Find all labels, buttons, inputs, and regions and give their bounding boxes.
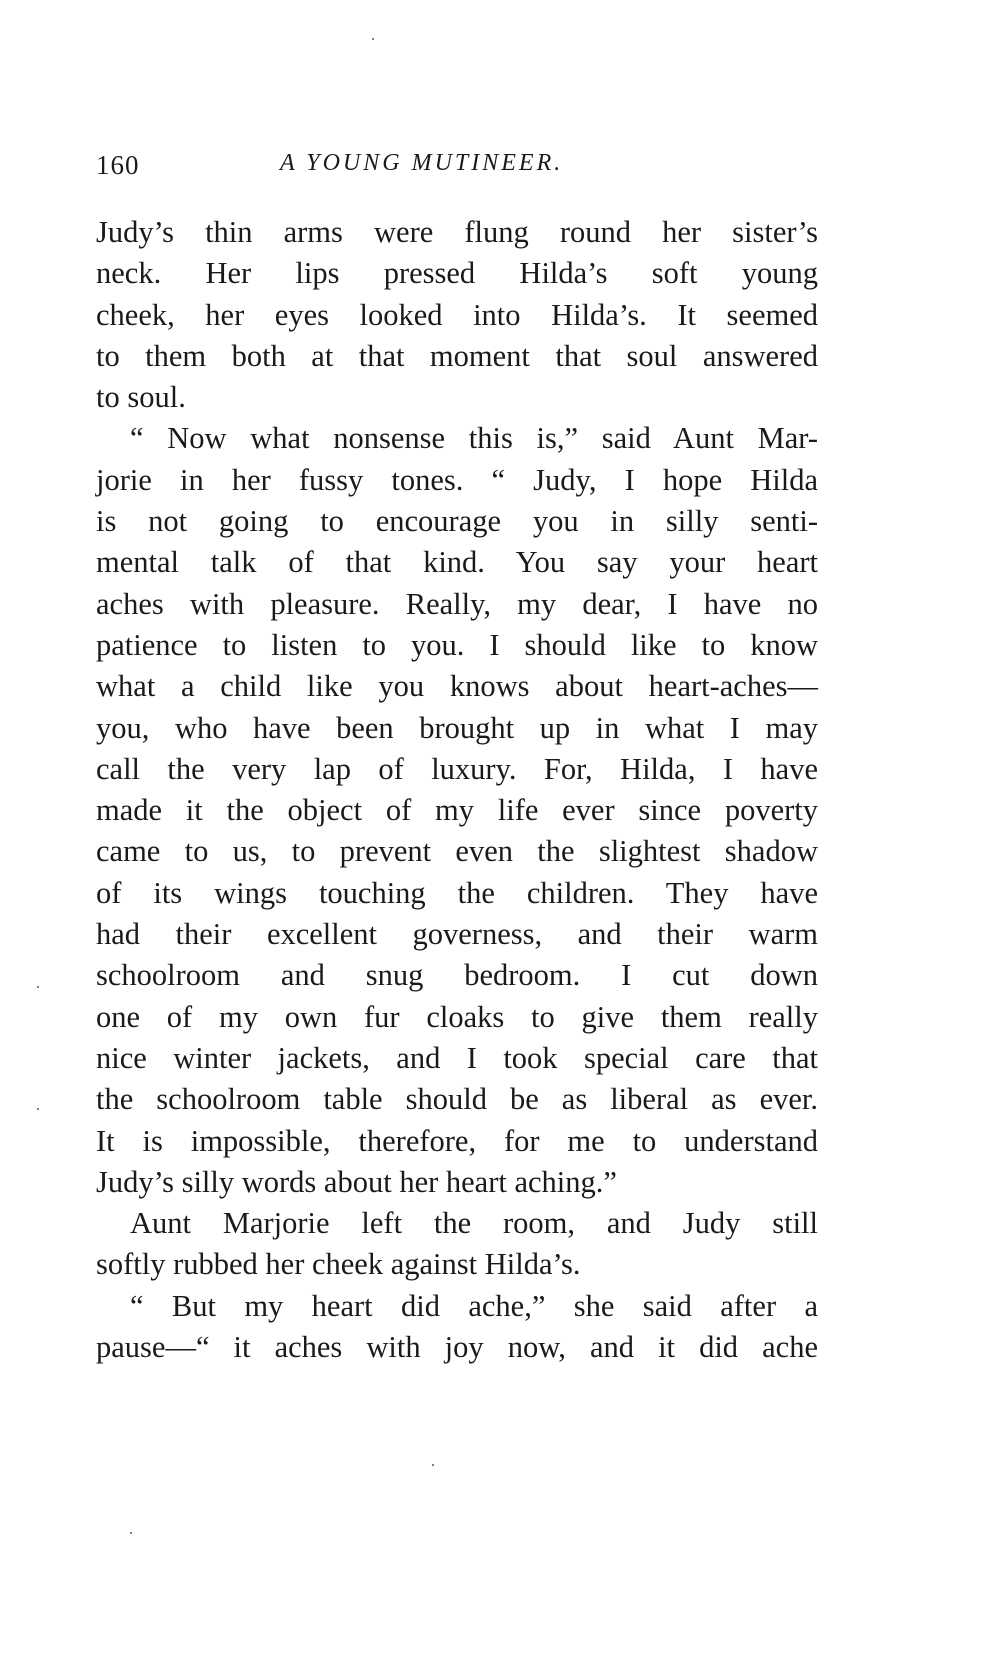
text-line: is not going to encourage you in silly senti- [96, 504, 818, 539]
page-header [96, 150, 816, 194]
text-line: schoolroom and snug bedroom. I cut down [96, 958, 818, 993]
text-line: made it the object of my life ever since poverty [96, 793, 818, 828]
text-line: nice winter jackets, and I took special care that [96, 1040, 818, 1075]
text-line: It is impossible, therefore, for me to understand [96, 1123, 818, 1158]
text-line: had their excellent governess, and their warm [96, 917, 818, 952]
text-line: “ Now what nonsense this is,” said Aunt Mar- [130, 421, 818, 456]
scan-speck [432, 1464, 434, 1466]
text-line: “ But my heart did ache,” she said after a [130, 1288, 818, 1323]
text-line: pause—“ it aches with joy now, and it did ache [96, 1330, 818, 1365]
text-line: aches with pleasure. Really, my dear, I have no [96, 586, 818, 621]
text-line: you, who have been brought up in what I may [96, 710, 818, 745]
text-line: to them both at that moment that soul answered [96, 338, 818, 373]
text-line: mental talk of that kind. You say your heart [96, 545, 818, 580]
text-line: softly rubbed her cheek against Hilda’s. [96, 1247, 581, 1282]
text-line: the schoolroom table should be as liberal as ever. [96, 1082, 818, 1117]
running-title: A YOUNG MUTINEER. [280, 150, 564, 176]
page-number: 160 [96, 150, 140, 180]
text-line: Judy’s silly words about her heart aching.” [96, 1164, 617, 1199]
text-line: what a child like you knows about heart-aches— [96, 669, 818, 704]
scan-speck [130, 1532, 132, 1534]
text-line: one of my own fur cloaks to give them really [96, 999, 818, 1034]
text-line: Aunt Marjorie left the room, and Judy still [130, 1206, 818, 1241]
text-line: neck. Her lips pressed Hilda’s soft young [96, 256, 818, 291]
text-line: of its wings touching the children. They have [96, 875, 818, 910]
scan-speck [37, 1108, 39, 1110]
body-text [96, 212, 818, 1368]
text-line: cheek, her eyes looked into Hilda’s. It seemed [96, 297, 818, 332]
text-line: Judy’s thin arms were flung round her sister’s [96, 215, 818, 249]
text-line: to soul. [96, 380, 186, 415]
text-line: jorie in her fussy tones. “ Judy, I hope Hilda [96, 462, 818, 497]
text-line: came to us, to prevent even the slightest shadow [96, 834, 818, 869]
scan-speck [37, 986, 39, 988]
scan-speck [372, 38, 374, 40]
text-line: call the very lap of luxury. For, Hilda, I have [96, 751, 818, 786]
text-line: patience to listen to you. I should like to know [96, 627, 818, 662]
